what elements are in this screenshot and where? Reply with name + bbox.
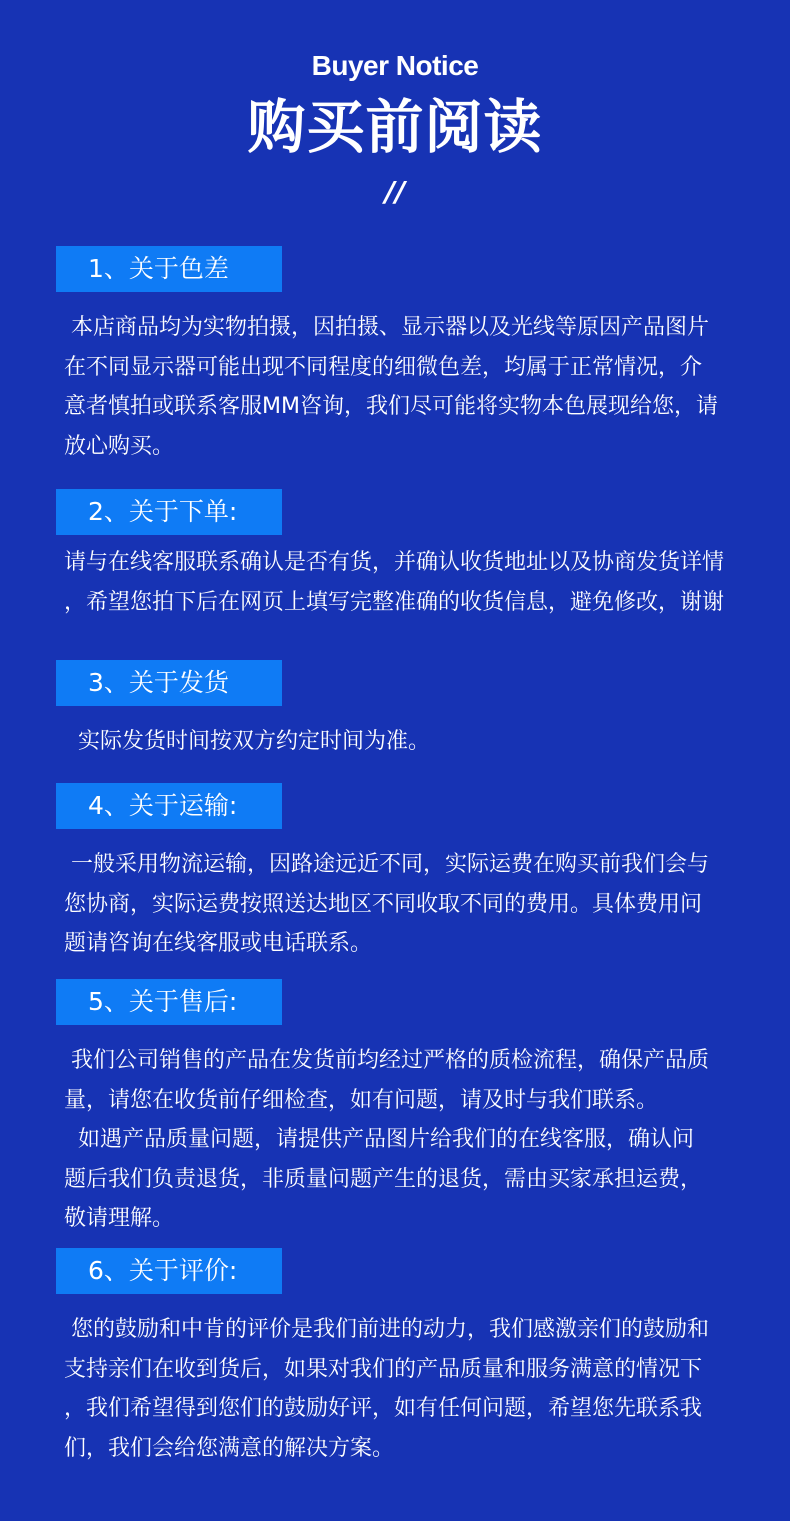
body-line: 您协商，实际运费按照送达地区不同收取不同的费用。具体费用问: [64, 891, 703, 917]
section-body-ordering: [64, 543, 744, 622]
body-line: 们，我们会给您满意的解决方案。: [64, 1435, 395, 1461]
body-line: ，希望您拍下后在网页上填写完整准确的收货信息，避免修改，谢谢: [64, 589, 725, 615]
quote-mark-icon: //: [384, 175, 406, 208]
body-line: 请与在线客服联系确认是否有货，并确认收货地址以及协商发货详情: [64, 550, 725, 575]
body-line: 您的鼓励和中肯的评价是我们前进的动力，我们感激亲们的鼓励和: [64, 1317, 709, 1342]
section-label-ordering: 2、关于下单:: [56, 489, 282, 535]
body-line: 如遇产品质量问题，请提供产品图片给我们的在线客服，确认问: [64, 1127, 694, 1152]
body-line: 我们公司销售的产品在发货前均经过严格的质检流程，确保产品质: [64, 1048, 709, 1073]
section-body-after-sales: [64, 1041, 744, 1239]
body-line: ，我们希望得到您们的鼓励好评，如有任何问题，希望您先联系我: [64, 1396, 703, 1421]
section-body-color-difference: [64, 308, 744, 466]
section-label-after-sales: 5、关于售后:: [56, 979, 282, 1025]
section-body-reviews: [64, 1310, 744, 1468]
section-label-transport: 4、关于运输:: [56, 783, 282, 829]
body-line: 量，请您在收货前仔细检查，如有问题，请及时与我们联系。: [64, 1087, 659, 1113]
body-line: 放心购买。: [64, 433, 175, 459]
body-line: 题后我们负责退货，非质量问题产生的退货，需由买家承担运费，: [64, 1166, 703, 1192]
body-line: 题请咨询在线客服或电话联系。: [64, 931, 373, 956]
body-line: 实际发货时间按双方约定时间为准。: [64, 729, 430, 754]
body-line: 一般采用物流运输，因路途远近不同，实际运费在购买前我们会与: [64, 852, 709, 877]
section-label-shipping: 3、关于发货: [56, 660, 282, 706]
body-line: 敬请理解。: [64, 1206, 175, 1231]
section-label-reviews: 6、关于评价:: [56, 1248, 282, 1294]
page-title: 购买前阅读: [247, 93, 543, 161]
body-line: 意者慎拍或联系客服MM咨询，我们尽可能将实物本色展现给您，请: [64, 394, 718, 419]
section-body-transport: [64, 845, 744, 964]
body-line: 本店商品均为实物拍摄，因拍摄、显示器以及光线等原因产品图片: [64, 315, 709, 340]
section-body-shipping: [64, 722, 744, 762]
body-line: 支持亲们在收到货后，如果对我们的产品质量和服务满意的情况下: [64, 1356, 703, 1382]
eyebrow-title: Buyer Notice: [311, 50, 479, 81]
section-label-color-difference: 1、关于色差: [56, 246, 282, 292]
body-line: 在不同显示器可能出现不同程度的细微色差，均属于正常情况，介: [64, 354, 703, 380]
